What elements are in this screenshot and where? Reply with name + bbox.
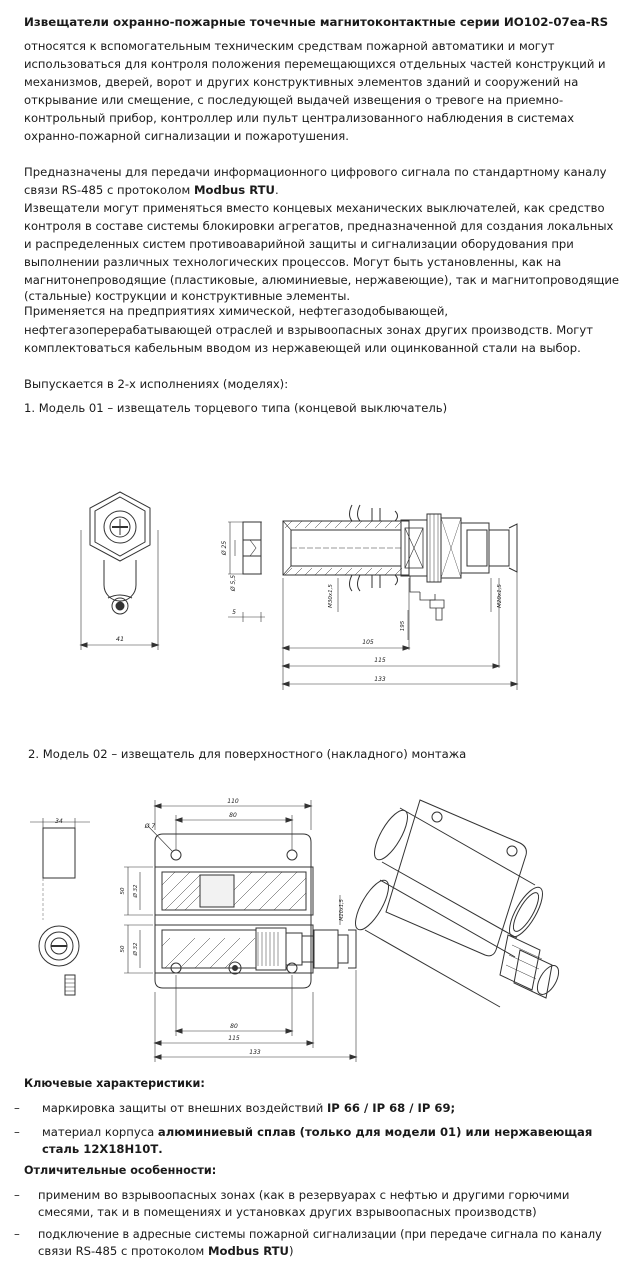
feature-item-2-line-2: [38, 1243, 294, 1260]
model-2-caption: 2. Модель 02 – извещатель для поверхностного (накладного) монтажа: [28, 747, 467, 761]
feature-item-1-line-1: применим во взрывоопасных зонах (как в резервуарах с нефтью и другими горючими: [38, 1188, 570, 1202]
feature-item-2-prefix: связи RS-485 с протоколом: [38, 1244, 208, 1258]
dim-d5-5: Ø 5,5: [230, 574, 237, 592]
key-item-2-dash: –: [14, 1125, 20, 1139]
intro-line-2: использоваться для контроля положения перемещающихся отдельных частей конструкций и: [24, 57, 606, 71]
ip-rating: IP 66 / IP 68 / IP 69;: [326, 1101, 456, 1115]
dim-m30: M30x1,5: [328, 584, 334, 608]
use-line-5: магнитонепроводящие (пластиковые, алюминиевые, нержавеющие), так и магнитопроводящие: [24, 273, 620, 287]
dim-34: 34: [55, 818, 63, 825]
use-line-3: и распределенных систем противоаварийной защиты и сигнализации оборудования при: [24, 237, 574, 251]
dim-m20: M20x1,5: [497, 584, 503, 608]
dim-d32-b: Ø 32: [133, 942, 139, 956]
key-item-2-text: [42, 1124, 592, 1141]
feature-item-1-line-2: смесями, так и в помещениях и установках других взрывоопасных производств): [38, 1205, 537, 1219]
feature-item-2-line-1: подключение в адресные системы пожарной сигнализации (при передаче сигнала по каналу: [38, 1228, 602, 1241]
feature-protocol: Modbus RTU: [207, 1244, 289, 1258]
purpose-suffix: .: [274, 183, 279, 197]
dim-80-top: 80: [229, 812, 237, 819]
dim-133-2: 133: [249, 1049, 261, 1056]
purpose-line-1: Предназначены для передачи информационного цифрового сигнала по стандартному каналу: [24, 165, 607, 179]
intro-line-3: механизмов, дверей, ворот и других конструктивных элементов зданий и сооружений на: [24, 75, 579, 89]
purpose-prefix: связи RS-485 с протоколом: [24, 183, 194, 197]
intro-line-1: относятся к вспомогательным техническим средствам пожарной автоматики и могут: [24, 39, 555, 53]
model-01-front-view: [81, 492, 158, 650]
key-item-2-label: материал корпуса: [42, 1125, 158, 1139]
dim-105: 105: [362, 639, 374, 646]
model-02-perspective-view: [349, 800, 563, 1007]
material-line-2: сталь 12Х18Н10Т.: [42, 1142, 163, 1156]
industry-line-3: комплектоваться кабельным вводом из нержавеющей или оцинкованной стали на выбор.: [24, 341, 581, 355]
model-02-side-view: [30, 818, 90, 995]
model-01-section-view: [283, 505, 517, 690]
dim-d32-a: Ø 32: [133, 884, 139, 898]
feature-item-2-suffix: ): [288, 1244, 294, 1258]
dim-d25: Ø 25: [221, 540, 228, 556]
key-item-1-dash: –: [14, 1101, 20, 1115]
versions-intro: Выпускается в 2-х исполнениях (моделях):: [24, 377, 289, 391]
model-02-plan-view: [124, 800, 356, 1062]
dim-41: 41: [115, 635, 125, 643]
dim-m20-2: M20x1,5: [339, 899, 345, 921]
dim-50-b: 50: [120, 945, 126, 953]
industry-line-1: Применяется на предприятиях химической, нефтегазодобывающей,: [24, 304, 449, 318]
dim-195: 195: [400, 620, 406, 632]
intro-line-4: открывание или смещение, с последующей выдачей извещения о тревоге на приемно-: [24, 93, 564, 107]
feature-item-1-dash: –: [14, 1188, 20, 1202]
model-01-washer-view: [228, 522, 265, 622]
dim-80-bottom: 80: [230, 1023, 238, 1030]
intro-line-5: контрольный прибор, контроллер или пульт централизованного наблюдения в системах: [24, 111, 575, 125]
dim-133: 133: [374, 676, 386, 683]
use-line-6: (стальные) кострукции и конструктивные элементы.: [24, 289, 351, 303]
dim-115: 115: [374, 657, 386, 664]
purpose-line-2: [24, 181, 279, 199]
page-title: Извещатели охранно-пожарные точечные магнитоконтактные серии ИО102-07еа-RS: [24, 15, 609, 29]
industry-line-2: нефтегазоперерабатывающей отраслей и взрывоопасных зонах других производств. Могут: [24, 323, 594, 337]
dim-50-a: 50: [120, 887, 126, 895]
intro-line-6: охранно-пожарной сигнализации и пожаротушения.: [24, 129, 349, 143]
dim-110: 110: [227, 798, 239, 805]
features-heading: Отличительные особенности:: [24, 1164, 217, 1177]
use-line-4: выполнении различных технологических процессов. Могут быть установленны, как на: [24, 255, 562, 269]
use-line-2: контроля в составе системы блокировки агрегатов, предназначенной для создания локальных: [24, 219, 614, 233]
key-item-1-label: маркировка защиты от внешних воздействий: [42, 1101, 327, 1115]
dim-d7: Ø 7: [144, 823, 156, 830]
dim-5: 5: [232, 609, 236, 616]
model-1-caption: 1. Модель 01 – извещатель торцевого типа (концевой выключатель): [24, 401, 448, 415]
use-line-1: Извещатели могут применяться вместо концевых механических выключателей, как средство: [24, 201, 605, 215]
protocol-name: Modbus RTU: [193, 183, 275, 197]
dim-115-2: 115: [228, 1035, 240, 1042]
key-heading: Ключевые характеристики:: [24, 1077, 205, 1090]
feature-item-2-dash: –: [14, 1227, 20, 1241]
key-item-1-text: [42, 1100, 455, 1117]
material-line-1: алюминиевый сплав (только для модели 01) или нержавеющая: [157, 1125, 593, 1139]
